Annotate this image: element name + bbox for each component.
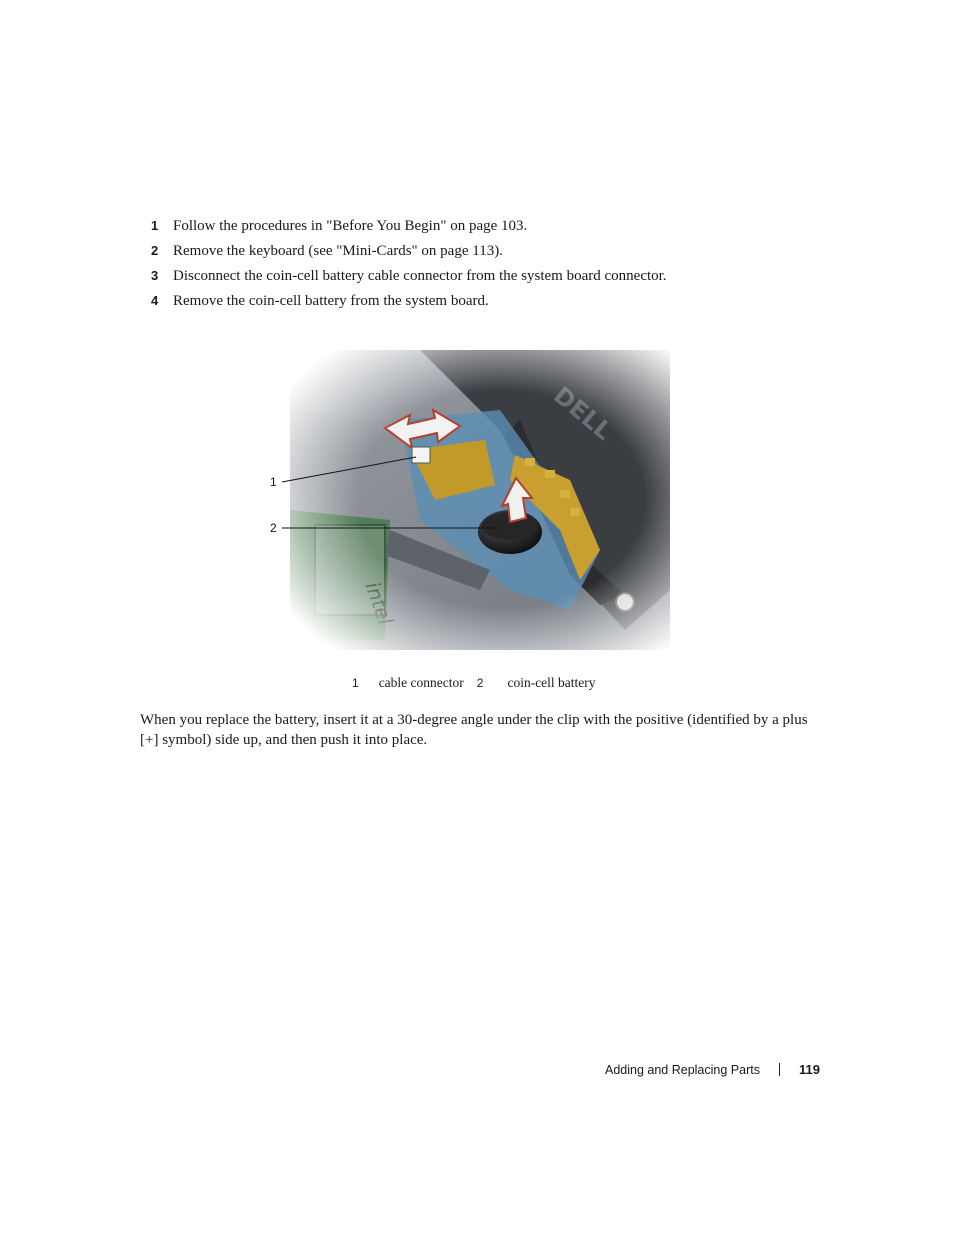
replacement-note: When you replace the battery, insert it at a 30-degree angle under the clip with the positive (identified by a plus [+] symbol) side up, and then push it into place. bbox=[140, 712, 808, 748]
step-number: 3 bbox=[151, 268, 159, 283]
page-footer bbox=[605, 1062, 820, 1077]
footer-divider bbox=[779, 1063, 780, 1076]
step-text: Remove the keyboard (see "Mini-Cards" on page 113). bbox=[173, 243, 503, 259]
legend-number: 2 bbox=[476, 676, 484, 690]
legend-label: coin-cell battery bbox=[507, 675, 596, 690]
figure-illustration bbox=[270, 340, 690, 658]
legend-number: 1 bbox=[352, 676, 359, 690]
step-text: Remove the coin-cell battery from the system board. bbox=[173, 293, 489, 309]
coin-cell-battery-figure bbox=[270, 340, 690, 658]
step-number: 1 bbox=[151, 218, 159, 233]
footer-section-title: Adding and Replacing Parts bbox=[605, 1062, 760, 1077]
callout-2: 2 bbox=[270, 521, 277, 535]
step-4 bbox=[151, 293, 871, 318]
step-1 bbox=[151, 218, 871, 243]
callout-1: 1 bbox=[270, 475, 277, 489]
figure-legend bbox=[352, 675, 596, 691]
step-number: 2 bbox=[151, 243, 159, 258]
step-2 bbox=[151, 243, 871, 268]
step-text: Follow the procedures in "Before You Begin" on page 103. bbox=[173, 218, 528, 234]
legend-label: cable connector bbox=[378, 675, 464, 690]
page-number: 119 bbox=[798, 1062, 820, 1077]
step-text: Disconnect the coin-cell battery cable connector from the system board connector. bbox=[173, 268, 667, 284]
step-3 bbox=[151, 268, 871, 293]
procedure-steps bbox=[151, 218, 871, 318]
step-number: 4 bbox=[151, 293, 159, 308]
